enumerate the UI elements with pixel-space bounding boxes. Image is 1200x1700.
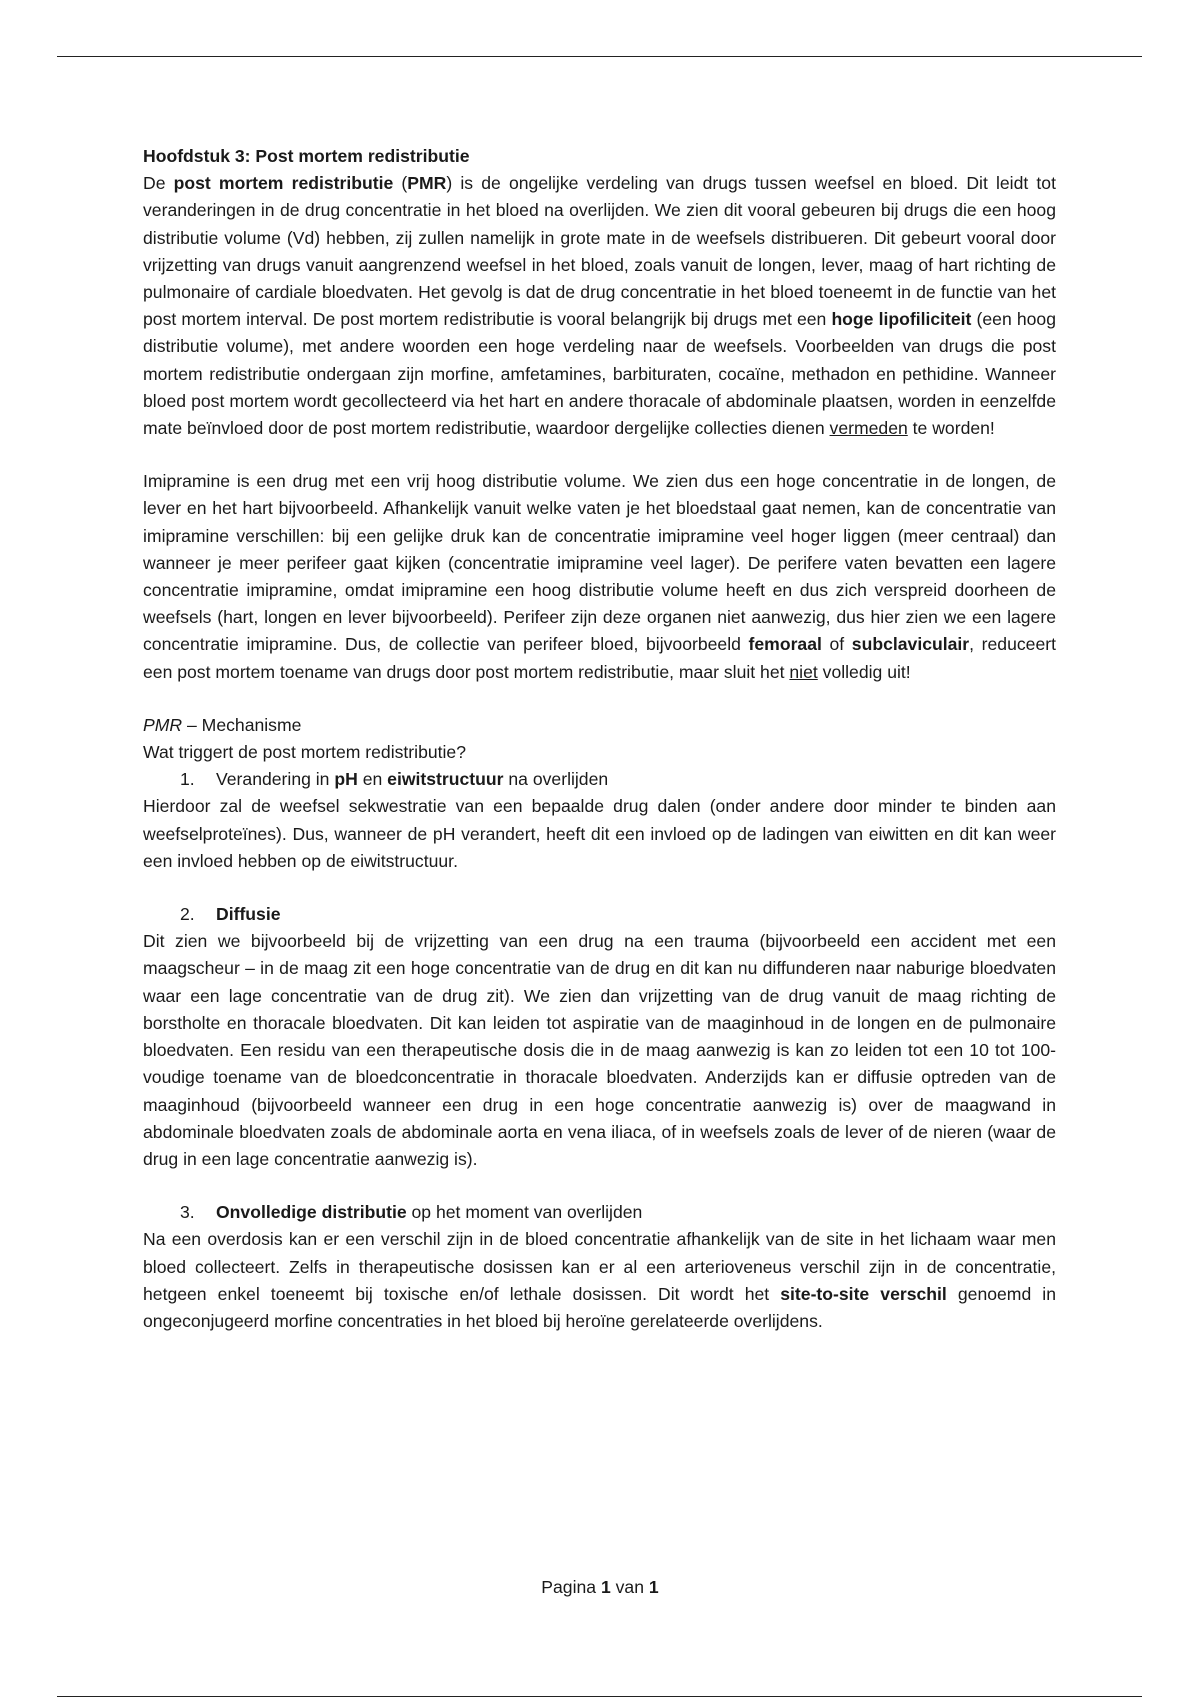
bold-term: Onvolledige distributie [216,1202,407,1223]
bold-term: PMR [407,173,447,194]
list-number: 3. [180,1202,195,1223]
list-number: 1. [180,769,195,790]
list-number: 2. [180,904,195,925]
text-span: genoemd in ongeconjugeerd morfine concentraties in het bloed bij heroïne gerelateerde overlijdens. [143,1283,1056,1331]
bold-term: Diffusie [216,904,281,925]
paragraph-gap [143,875,1056,901]
text-span: Na een overdosis kan er een verschil zijn in de bloed concentratie afhankelijk van de site in het lichaam waar men bloed collecteert. Zelfs in therapeutische dosissen kan er al een arterioveneus verschil zijn in de concentratie, hetgeen enkel toeneemt bij toxische en/of lethale dosissen. Dit wordt het [143,1229,1056,1304]
list-item-1 [143,766,1056,793]
bold-term: subclaviculair [851,634,970,655]
text-span: op het moment van overlijden [406,1202,643,1223]
text-span: na overlijden [503,769,609,790]
page-of-label: van [610,1577,649,1597]
mechanism-question: Wat triggert de post mortem redistributie? [143,742,467,763]
text-span: , reduceert een post mortem toename van drugs door post mortem redistributie, maar sluit het [143,634,1056,682]
bold-term: post mortem redistributie [173,173,394,194]
bold-term: femoraal [748,634,822,655]
text-span: – Mechanisme [182,714,302,735]
page-current: 1 [600,1577,611,1597]
paragraph-ph-protein: Hierdoor zal de weefsel sekwestratie van een bepaalde drug dalen (onder andere door minder te binden aan weefselproteïnes). Dus, wanneer de pH verandert, heeft dit een invloed op de ladingen van eiwitten en dit kan weer een invloed hebben op de eiwitstructuur. [143,796,1056,871]
bold-term: hoge lipofiliciteit [831,309,972,330]
italic-term: PMR [143,714,183,735]
text-span: te worden! [907,418,995,439]
page-total: 1 [648,1577,659,1597]
text-span: Imipramine is een drug met een vrij hoog distributie volume. We zien dus een hoge concentratie in de longen, de lever en het hart bijvoorbeeld. Afhankelijk vanuit welke vaten je het bloedstaal gaat nemen, kan de concentratie van imipramine verschillen: bij een gelijke druk kan de concentratie imipramine veel hoger liggen (meer centraal) dan wanneer je meer perifeer gaat kijken (concentratie imipramine veel lager). De perifere vaten bevatten een lagere concentratie imipramine, omdat imipramine een hoog distributie volume heeft en dus zich verspreid doorheen de weefsels (hart, longen en lever bijvoorbeeld). Perifeer zijn deze organen niet aanwezig, dus hier zien we een lagere concentratie imipramine. Dus, de collectie van perifeer bloed, bijvoorbeeld [143,471,1056,655]
bold-term: pH [334,769,358,790]
text-span: en [357,769,388,790]
page-label: Pagina [541,1577,601,1597]
paragraph-pmr-definition [143,170,1056,442]
text-span: De [143,173,174,194]
underlined-term: vermeden [829,418,908,439]
text-span: Verandering in [216,769,335,790]
text-span: ( [393,173,408,194]
list-item-3 [143,1199,1056,1226]
paragraph-gap [143,1173,1056,1199]
paragraph-imipramine [143,468,1056,686]
paragraph-gap [143,442,1056,468]
text-span: ) is de ongelijke verdeling van drugs tussen weefsel en bloed. Dit leidt tot veranderingen in de drug concentratie in het bloed na overlijden. We zien dit vooral gebeuren bij drugs die een hoog distributie volume (Vd) hebben, zij zullen namelijk in grote mate in de weefsels distribueren. Dit gebeurt vooral door vrijzetting van drugs vanuit aangrenzend weefsel in het bloed, zoals vanuit de longen, lever, maag of hart richting de pulmonaire of cardiale bloedvaten. Het gevolg is dat de drug concentratie in het bloed toeneemt in de functie van het post mortem interval. De post mortem redistributie is vooral belangrijk bij drugs met een [143,173,1056,330]
paragraph-diffusion: Dit zien we bijvoorbeeld bij de vrijzetting van een drug na een trauma (bijvoorbeeld een accident met een maagscheur – in de maag zit een hoge concentratie van de drug en dit kan nu diffunderen naar naburige bloedvaten waar een lage concentratie van de drug zit). We zien dan vrijzetting van de drug vanuit de maag richting de borstholte en thoracale bloedvaten. Dit kan leiden tot aspiratie van de maaginhoud in de longen en de pulmonaire bloedvaten. Een residu van een therapeutische dosis die in de maag aanwezig is kan zo leiden tot een 10 tot 100-voudige toename van de bloedconcentratie in thoracale bloedvaten. Anderzijds kan er diffusie optreden van de maaginhoud (bijvoorbeeld wanneer een drug in een hoge concentratie aanwezig is) over de maagwand in abdominale bloedvaten zoals de abdominale aorta en vena iliaca, of in weefsels zoals de lever of de nieren (waar de drug in een lage concentratie aanwezig is). [143,931,1056,1169]
bold-term: site-to-site verschil [780,1283,947,1304]
mechanism-subheading [143,712,1056,739]
paragraph-gap [143,686,1056,712]
bold-term: eiwitstructuur [387,769,504,790]
text-span: (een hoog distributie volume), met andere woorden een hoge verdeling naar de weefsels. Voorbeelden van drugs die post mortem redistributie ondergaan zijn morfine, amfetamines, barbituraten, cocaïne, methadon en pethidine. Wanneer bloed post mortem wordt gecollecteerd via het hart en andere thoracale of abdominale plaatsen, worden in eenzelfde mate beïnvloed door de post mortem redistributie, waardoor dergelijke collecties dienen [143,309,1056,439]
chapter-heading: Hoofdstuk 3: Post mortem redistributie [143,146,470,166]
page-footer [0,1574,1200,1601]
text-span: volledig uit! [817,661,911,682]
text-span: of [821,634,852,655]
document-body [143,143,1056,1335]
list-item-2 [143,901,1056,928]
header-rule [57,56,1142,57]
paragraph-incomplete-distribution [143,1226,1056,1335]
underlined-term: niet [789,661,818,682]
footer-rule [57,1696,1142,1697]
